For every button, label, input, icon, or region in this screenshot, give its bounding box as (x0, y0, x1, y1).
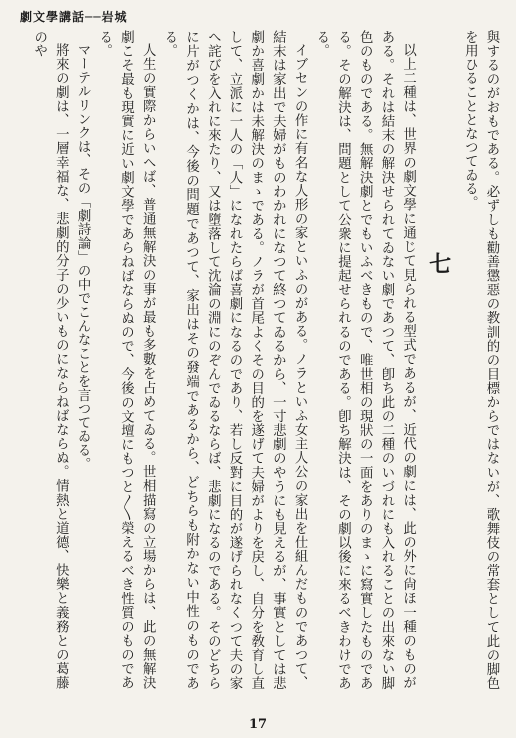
paragraph-continuation: 與するのがおもである。必ずしも勸善懲惡の教訓的の目標からではないが、歌舞伎の常套として此の脚色を用ひることとなつてゐる。 (462, 30, 499, 690)
quotation: 將來の劇は、一層幸福な、悲劇的分子の少いものにならねばならぬ。情熱と道德、快樂と義務との葛藤のや (31, 30, 69, 690)
paragraph: 人生の實際からいへば、普通無解決の事が最も多數を占めてゐる。世相描寫の立場からは、此の無解決劇こそ最も現實に近い劇文學であらねばならぬので、今後の文壇にもつと〳〵榮えるべき性質のものである。 (96, 30, 156, 690)
section-number: 七 (425, 252, 452, 275)
body-text (12, 30, 502, 690)
paragraph: 以上二種は、世界の劇文學に通じて見られる型式であるが、近代の劇には、此の外に尙ほ一種のものがある。それは結末の解決せられてゐない劇であつて、卽ち此の二種のいづれにも入れることの出來ない脚色のものである。無解決劇とでもいふべきもので、唯世相の現狀の一面をありのまゝに寫實したものである。その解決は、問題として公衆に提起せられるのである。卽ち解決は、その劇以後に來るべきわけである。 (313, 30, 416, 690)
running-title: 劇文學講話──岩城 (20, 10, 128, 24)
paragraph: イブセンの作に有名な人形の家といふのがある。ノラといふ女主人公の家出を仕組んだものであつて、結末は家出で夫婦がものわかれになつて終つてゐるから、一寸悲劇のやうにも見えるが、事實としては悲劇か喜劇かは未解決のまゝである。ノラが首尾よくその目的を遂げて夫婦がよりを戻し、自分を敎育し直して、立派に一人の「人」になれたらば喜劇になるのであり、若し反對に目的が遂げられなくつて夫の家へ詫びを入れに來たり、又は墮落して沈淪の淵にのぞんでゐるならば、悲劇になるのである。そのどちらに片がつくかは、今後の問題であつて、家出はその發端であるから、どちらも附かない中性のものである。 (161, 30, 308, 690)
page-number: 17 (248, 717, 268, 732)
paragraph: マーテルリンクは、その「劇詩論」の中でこんなことを言つてゐる。 (75, 43, 91, 472)
